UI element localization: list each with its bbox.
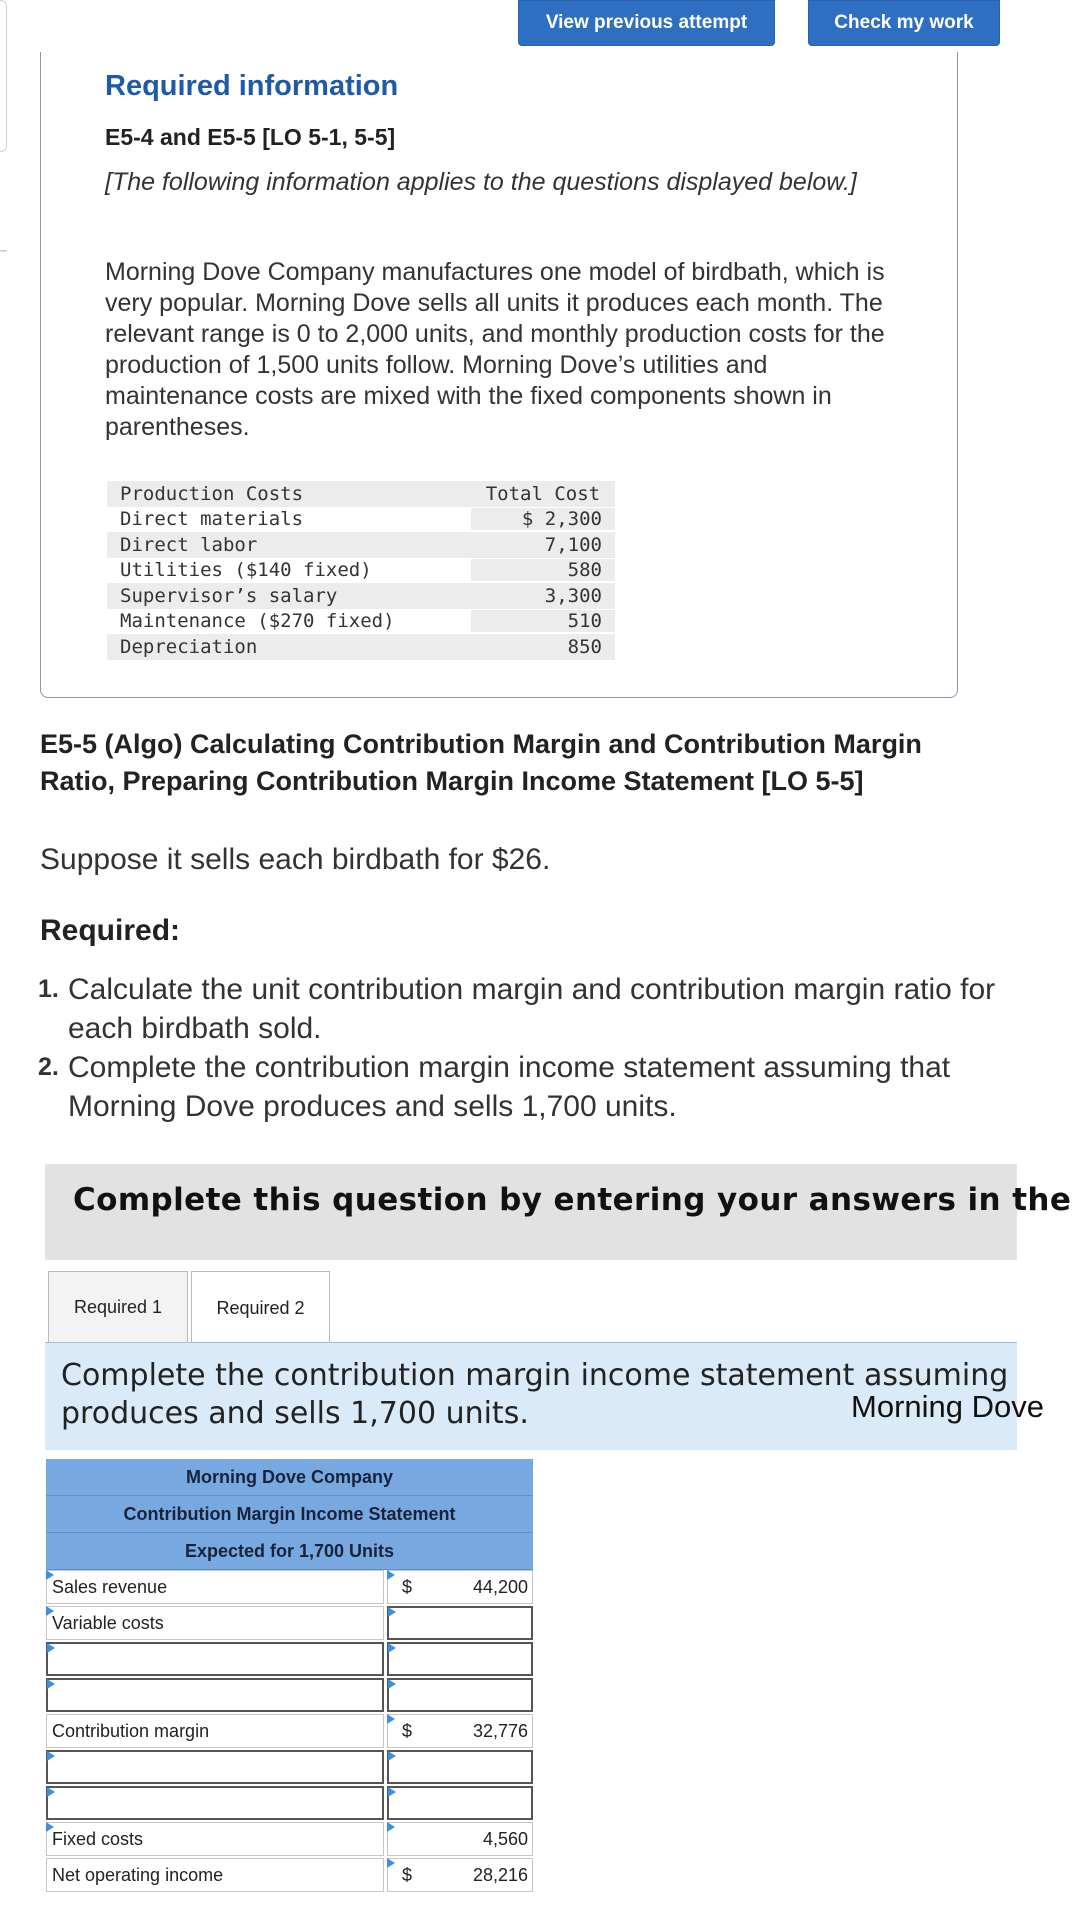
input-flag-icon xyxy=(387,1858,395,1868)
instruction-text: Complete the contribution margin income statement assuming produces and sells 1,700 units. xyxy=(61,1358,1009,1431)
contribution-margin-value[interactable] xyxy=(387,1714,533,1748)
input-flag-icon xyxy=(46,1606,54,1616)
cost-row xyxy=(107,558,615,584)
cost-label: Direct materials xyxy=(120,508,304,531)
row-label-input[interactable] xyxy=(46,1750,384,1784)
cost-label: Maintenance ($270 fixed) xyxy=(120,610,395,633)
required-label: Required: xyxy=(40,914,181,947)
cost-row xyxy=(107,532,615,558)
fixed-costs-value[interactable] xyxy=(387,1822,533,1856)
info-note: [The following information applies to the questions displayed below.] xyxy=(105,168,857,196)
input-flag-icon xyxy=(388,1751,396,1761)
input-flag-icon xyxy=(387,1570,395,1580)
dollar-sign: $ xyxy=(402,1864,413,1885)
cost-row xyxy=(107,609,615,635)
input-flag-icon xyxy=(388,1679,396,1689)
row-label-text: Variable costs xyxy=(52,1612,164,1633)
statement-row-variable xyxy=(46,1606,533,1642)
row-value-input[interactable] xyxy=(387,1786,533,1820)
input-flag-icon xyxy=(47,1787,55,1797)
required-item-text: Complete the contribution margin income statement assuming that Morning Dove produces and sells 1,700 units. xyxy=(68,1051,951,1123)
statement-row-fixed xyxy=(46,1822,533,1858)
row-label-text: Contribution margin xyxy=(52,1720,210,1741)
income-statement xyxy=(46,1459,533,1894)
statement-row-sales xyxy=(46,1570,533,1606)
tab-required-2[interactable]: Required 2 xyxy=(191,1271,330,1344)
input-flag-icon xyxy=(387,1822,395,1832)
net-operating-income-value[interactable] xyxy=(387,1858,533,1892)
input-flag-icon xyxy=(388,1607,396,1617)
cost-value: 3,300 xyxy=(544,584,602,607)
row-value-input[interactable] xyxy=(387,1678,533,1712)
complete-banner-text: Complete this question by entering your answers in the xyxy=(73,1182,1072,1218)
row-label-input[interactable] xyxy=(46,1678,384,1712)
cost-header-label: Production Costs xyxy=(120,482,304,505)
row-value-input[interactable] xyxy=(387,1642,533,1676)
info-subtitle: E5-4 and E5-5 [LO 5-1, 5-5] xyxy=(105,124,396,150)
cost-label: Utilities ($140 fixed) xyxy=(120,559,372,582)
instruction-overflow-text: Morning Dove xyxy=(851,1389,1044,1424)
variable-costs-label[interactable] xyxy=(46,1606,384,1640)
input-flag-icon xyxy=(387,1714,395,1724)
cost-row xyxy=(107,634,615,660)
view-previous-attempt-button[interactable]: View previous attempt xyxy=(518,0,775,46)
cost-header-value: Total Cost xyxy=(485,482,601,505)
input-flag-icon xyxy=(388,1643,396,1653)
required-item xyxy=(38,1048,998,1126)
side-panel-divider xyxy=(0,250,7,252)
cost-table-header xyxy=(107,481,615,507)
net-operating-income-label[interactable] xyxy=(46,1858,384,1892)
side-panel-edge xyxy=(0,0,7,152)
input-flag-icon xyxy=(46,1570,54,1580)
row-label-text: Sales revenue xyxy=(52,1576,168,1597)
row-label-text: Fixed costs xyxy=(52,1828,144,1849)
required-item-number: 1. xyxy=(38,975,59,1003)
info-title: Required information xyxy=(105,70,399,102)
fixed-costs-label[interactable] xyxy=(46,1822,384,1856)
check-my-work-button[interactable]: Check my work xyxy=(808,0,1000,46)
question-heading: E5-5 (Algo) Calculating Contribution Margin and Contribution Margin Ratio, Preparing Contribution Margin Income Statement [LO 5-5] xyxy=(40,729,922,796)
cost-value: 7,100 xyxy=(544,533,602,556)
statement-row-empty xyxy=(46,1678,533,1714)
price-text: Suppose it sells each birdbath for $26. xyxy=(40,843,551,876)
row-label-input[interactable] xyxy=(46,1786,384,1820)
cost-value: 510 xyxy=(471,610,615,632)
cost-row xyxy=(107,583,615,609)
input-flag-icon xyxy=(47,1643,55,1653)
required-item-number: 2. xyxy=(38,1053,59,1081)
cost-row xyxy=(107,507,615,533)
statement-company: Morning Dove Company xyxy=(46,1459,533,1496)
amount-text: 44,200 xyxy=(472,1576,528,1597)
cost-value: $ 2,300 xyxy=(471,508,615,530)
required-item-text: Calculate the unit contribution margin and contribution margin ratio for each birdbath sold. xyxy=(68,973,996,1045)
amount-text: 32,776 xyxy=(472,1720,528,1741)
row-label-input[interactable] xyxy=(46,1642,384,1676)
dollar-sign: $ xyxy=(402,1720,413,1741)
dollar-sign: $ xyxy=(402,1576,413,1597)
input-flag-icon xyxy=(388,1787,396,1797)
required-item xyxy=(38,970,998,1048)
statement-row-empty xyxy=(46,1786,533,1822)
cost-label: Depreciation xyxy=(120,635,258,658)
amount-text: 28,216 xyxy=(472,1864,528,1885)
tab-required-1[interactable]: Required 1 xyxy=(48,1271,188,1343)
row-value-input[interactable] xyxy=(387,1750,533,1784)
production-costs-table xyxy=(107,481,615,660)
info-paragraph: Morning Dove Company manufactures one model of birdbath, which is very popular. Morning Dove sells all units it produces each month. The relevant range is 0 to 2,000 units, and monthly production costs for the production of 1,500 units follow. Morning Dove’s utilities and maintenance costs are mixed with the fixed components shown in parentheses. xyxy=(105,258,885,441)
statement-row-contribution xyxy=(46,1714,533,1750)
statement-period: Expected for 1,700 Units xyxy=(46,1533,533,1570)
row-label-text: Net operating income xyxy=(52,1864,224,1885)
amount-text: 4,560 xyxy=(482,1828,528,1849)
input-flag-icon xyxy=(47,1751,55,1761)
contribution-margin-label[interactable] xyxy=(46,1714,384,1748)
cost-label: Direct labor xyxy=(120,533,258,556)
cost-value: 850 xyxy=(567,635,602,658)
input-flag-icon xyxy=(46,1822,54,1832)
statement-row-net xyxy=(46,1858,533,1894)
statement-row-empty xyxy=(46,1750,533,1786)
input-flag-icon xyxy=(47,1679,55,1689)
sales-revenue-label[interactable] xyxy=(46,1570,384,1604)
cost-value: 580 xyxy=(471,559,615,581)
cost-label: Supervisor’s salary xyxy=(120,584,338,607)
statement-row-empty xyxy=(46,1642,533,1678)
sales-revenue-value[interactable] xyxy=(387,1570,533,1604)
variable-costs-value-input[interactable] xyxy=(387,1606,533,1640)
statement-title: Contribution Margin Income Statement xyxy=(46,1496,533,1533)
